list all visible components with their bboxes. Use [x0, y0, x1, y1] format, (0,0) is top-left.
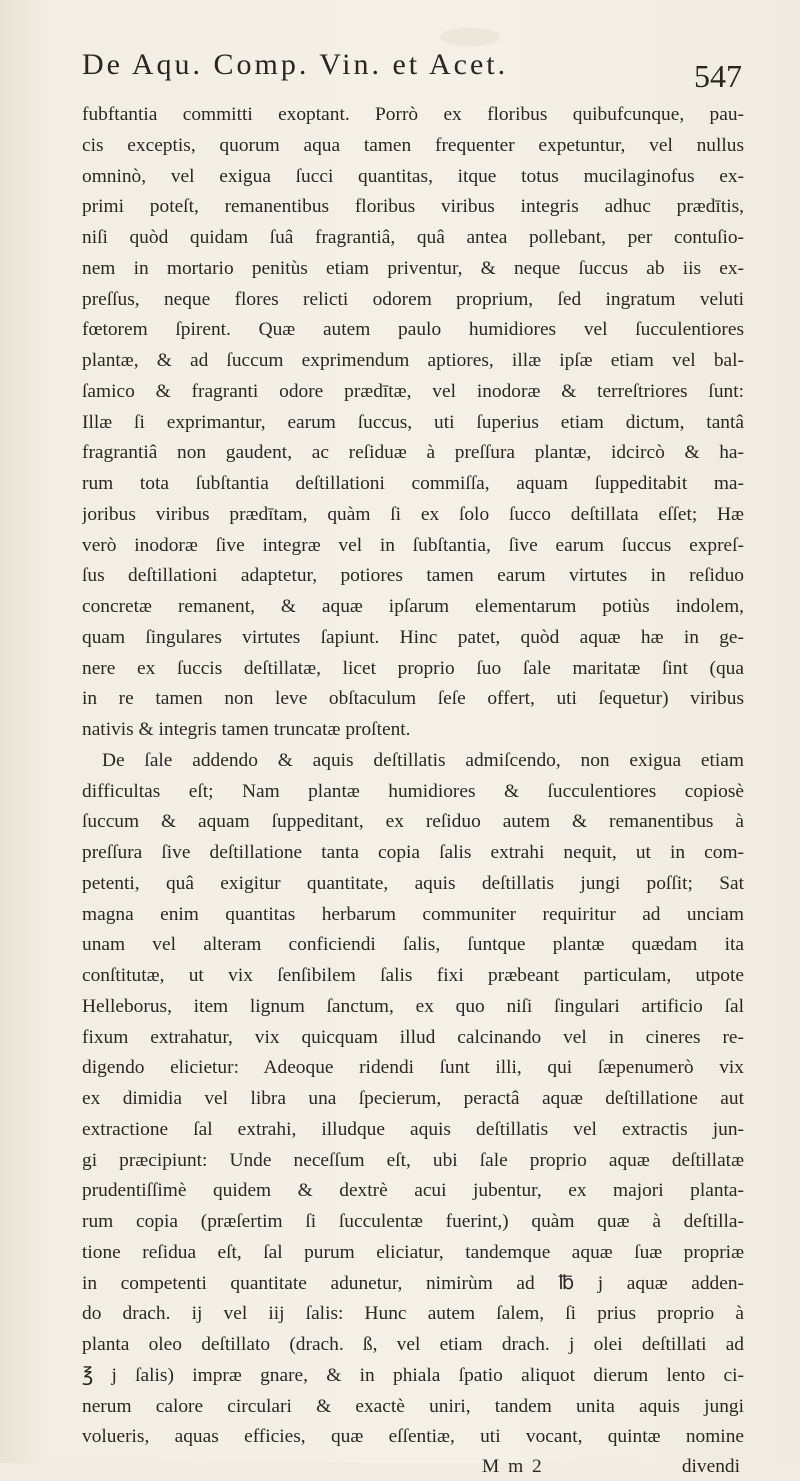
text-line: ℥ j ſalis) impræ gnare, & in phiala ſpatio aliquot dierum lento ci- [82, 1364, 744, 1386]
text-line: nere ex ſuccis deſtillatæ, licet proprio ſuo ſale maritatæ ſint (qua [82, 657, 744, 679]
text-line: preſſura ſive deſtillatione tanta copia ſalis extrahi nequit, ut in com- [82, 842, 744, 863]
text-line: conſtitutæ, ut vix ſenſibilem ſalis fixi præbeant particulam, utpote [82, 965, 744, 986]
text-line: De ſale addendo & aquis deſtillatis admiſcendo, non exigua etiam [102, 749, 744, 771]
text-line: omninò, vel exigua ſucci quantitas, itque totus mucilaginofus ex- [82, 165, 744, 187]
text-line: magna enim quantitas herbarum communiter requiritur ad unciam [82, 903, 744, 925]
text-line: volueris, aquas efficies, quæ eſſentiæ, uti vocant, quintæ nomine [82, 1426, 744, 1448]
text-line: petenti, quâ exigitur quantitate, aquis deſtillatis jungi poſſit; Sat [82, 872, 744, 894]
text-line: ſuccum & aquam ſuppeditant, ex reſiduo autem & remanentibus à [82, 811, 744, 833]
text-line: ex dimidia vel libra una ſpecierum, peractâ aquæ deſtillatione aut [82, 1088, 744, 1109]
text-line: Illæ ſi exprimantur, earum ſuccus, uti ſuperius etiam dictum, tantâ [82, 411, 744, 433]
text-line: fubftantia committi exoptant. Porrò ex floribus quibufcunque, pau- [82, 104, 744, 125]
text-line: digendo elicietur: Adeoque ridendi ſunt illi, qui ſæpenumerò vix [82, 1057, 744, 1079]
text-line: planta oleo deſtillato (drach. ß, vel etiam drach. j olei deſtillati ad [82, 1334, 744, 1355]
text-line: nativis & integris tamen truncatæ proſtent. [82, 719, 411, 740]
text-line: rum tota ſubſtantia deſtillationi commiſſa, aquam ſuppeditabit ma- [82, 473, 744, 494]
text-line: fixum extrahatur, vix quicquam illud calcinando vel in cineres re- [82, 1026, 744, 1048]
text-line: primi poteſt, remanentibus floribus viribus integris adhuc prædītis, [82, 196, 744, 218]
text-line: ſamico & fragranti odore prædītæ, vel inodoræ & terreſtriores ſunt: [82, 380, 744, 402]
text-line: cis exceptis, quorum aqua tamen frequenter expetuntur, vel nullus [82, 134, 744, 156]
text-line: quam ſingulares virtutes ſapiunt. Hinc patet, quòd aquæ hæ in ge- [82, 626, 744, 648]
text-line: preſſus, neque flores relicti odorem proprium, ſed ingratum veluti [82, 288, 744, 310]
signature-mark: M m 2 [482, 1456, 544, 1477]
body-text [82, 100, 744, 1453]
running-head: De Aqu. Comp. Vin. et Acet. [82, 48, 509, 81]
text-line: ſus deſtillationi adaptetur, potiores tamen earum virtutes in reſiduo [82, 565, 744, 587]
text-line: difficultas eſt; Nam plantæ humidiores & ſucculentiores copiosè [82, 780, 744, 802]
page-header [82, 40, 742, 96]
text-line: verò inodoræ ſive integræ vel in ſubſtantia, ſive earum ſuccus expreſ- [82, 534, 744, 556]
text-line: fragrantiâ non gaudent, ac reſiduæ à preſſura plantæ, idcircò & ha- [82, 442, 744, 464]
text-line: plantæ, & ad ſuccum exprimendum aptiores, illæ ipſæ etiam vel bal- [82, 350, 744, 371]
footer-line [82, 1453, 744, 1481]
text-line: rum copia (præſertim ſi ſucculentæ fuerint,) quàm quæ à deſtilla- [82, 1211, 744, 1232]
text-line: unam vel alteram conficiendi ſalis, ſuntque plantæ quædam ita [82, 934, 744, 956]
text-line: extractione ſal extrahi, illudque aquis deſtillatis vel extractis jun- [82, 1118, 744, 1140]
text-line: nerum calore circulari & exactè uniri, tandem unita aquis jungi [82, 1395, 744, 1417]
text-line: niſi quòd quidam ſuâ fragrantiâ, quâ antea pollebant, per contuſio- [82, 227, 744, 248]
text-line: in competenti quantitate adunetur, nimirùm ad ℔ j aquæ adden- [82, 1272, 744, 1294]
text-line: do drach. ij vel iij ſalis: Hunc autem ſalem, ſi prius proprio à [82, 1303, 744, 1325]
text-line: Helleborus, item lignum ſanctum, ex quo niſi ſingulari artificio ſal [82, 995, 744, 1017]
catchword: divendi [681, 1456, 740, 1477]
text-line: joribus viribus prædītam, quàm ſi ex ſolo ſucco deſtillata eſſet; Hæ [82, 503, 744, 525]
text-line: fœtorem ſpirent. Quæ autem paulo humidiores vel ſucculentiores [82, 319, 744, 341]
text-line: tione reſidua eſt, ſal purum eliciatur, tandemque aquæ ſuæ propriæ [82, 1241, 744, 1263]
text-line: prudentiſſimè quidem & dextrè acui jubentur, ex majori planta- [82, 1180, 744, 1202]
text-line: nem in mortario penitùs etiam priventur, & neque ſuccus ab iis ex- [82, 257, 744, 279]
text-line: concretæ remanent, & aquæ ipſarum elementarum potiùs indolem, [82, 596, 744, 617]
page-number: 547 [694, 58, 742, 94]
text-line: in re tamen non leve obſtaculum ſeſe offert, uti ſequetur) viribus [82, 688, 744, 710]
text-line: gi præcipiunt: Unde neceſſum eſt, ubi ſale proprio aquæ deſtillatæ [82, 1149, 744, 1171]
